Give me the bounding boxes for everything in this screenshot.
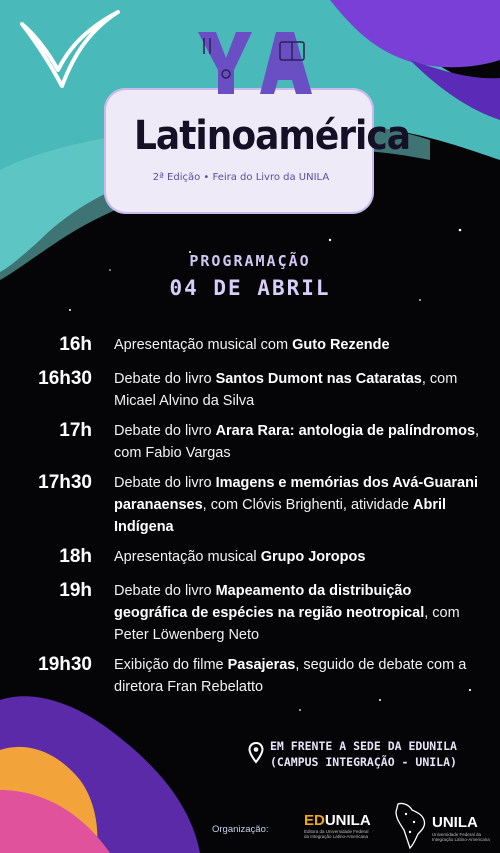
schedule-time: 18h	[59, 546, 92, 567]
schedule-description: Apresentação musical com Guto Rezende	[114, 337, 390, 353]
location-line-1: EM FRENTE A SEDE DA EDUNILA	[270, 739, 457, 753]
location-pin-icon	[248, 742, 264, 764]
location-text	[270, 738, 457, 770]
schedule-time: 19h30	[38, 654, 92, 675]
schedule-time: 17h30	[38, 472, 92, 493]
location-line-2: (CAMPUS INTEGRAÇÃO - UNILA)	[270, 755, 457, 769]
unila-wordmark: UNILA	[432, 814, 478, 831]
schedule-time: 16h30	[38, 368, 92, 389]
schedule-description: Debate do livro Imagens e memórias dos Avá-Guarani paranaenses, com Clóvis Brighenti, atividade Abril Indígena	[114, 475, 478, 535]
program-heading	[0, 252, 500, 300]
edunila-subtitle: Editora da Universidade Federal da Integração Latino-Americana	[304, 829, 369, 839]
latin-america-map-icon	[392, 800, 432, 850]
event-subtitle: 2ª Edição • Feira do Livro da UNILA	[152, 172, 330, 183]
program-date: 04 DE ABRIL	[169, 276, 331, 300]
program-label: PROGRAMAÇÃO	[189, 252, 311, 270]
edunila-logo	[304, 812, 374, 839]
unila-logo	[392, 800, 492, 850]
ya-logo-icon	[190, 30, 320, 96]
edunila-wordmark: EDUNILA	[304, 812, 371, 829]
schedule-description: Debate do livro Mapeamento da distribuição geográfica de espécies na região neotropical, com Peter Löwenberg Neto	[114, 583, 460, 643]
schedule-description: Debate do livro Santos Dumont nas Cataratas, com Micael Alvino da Silva	[114, 371, 458, 409]
unila-subtitle: Universidade Federal da Integração Latino-Americana	[432, 832, 490, 842]
schedule-time: 16h	[59, 334, 92, 355]
schedule-time: 17h	[59, 420, 92, 441]
schedule-description: Exibição do filme Pasajeras, seguido de debate com a diretora Fran Rebelatto	[114, 657, 467, 695]
event-title: Latinoamérica	[134, 113, 410, 159]
schedule-time: 19h	[59, 580, 92, 601]
organization-label: Organização:	[212, 824, 269, 835]
schedule-description: Apresentação musical Grupo Joropos	[114, 549, 366, 565]
schedule-description: Debate do livro Arara Rara: antologia de palíndromos, com Fabio Vargas	[114, 423, 480, 461]
